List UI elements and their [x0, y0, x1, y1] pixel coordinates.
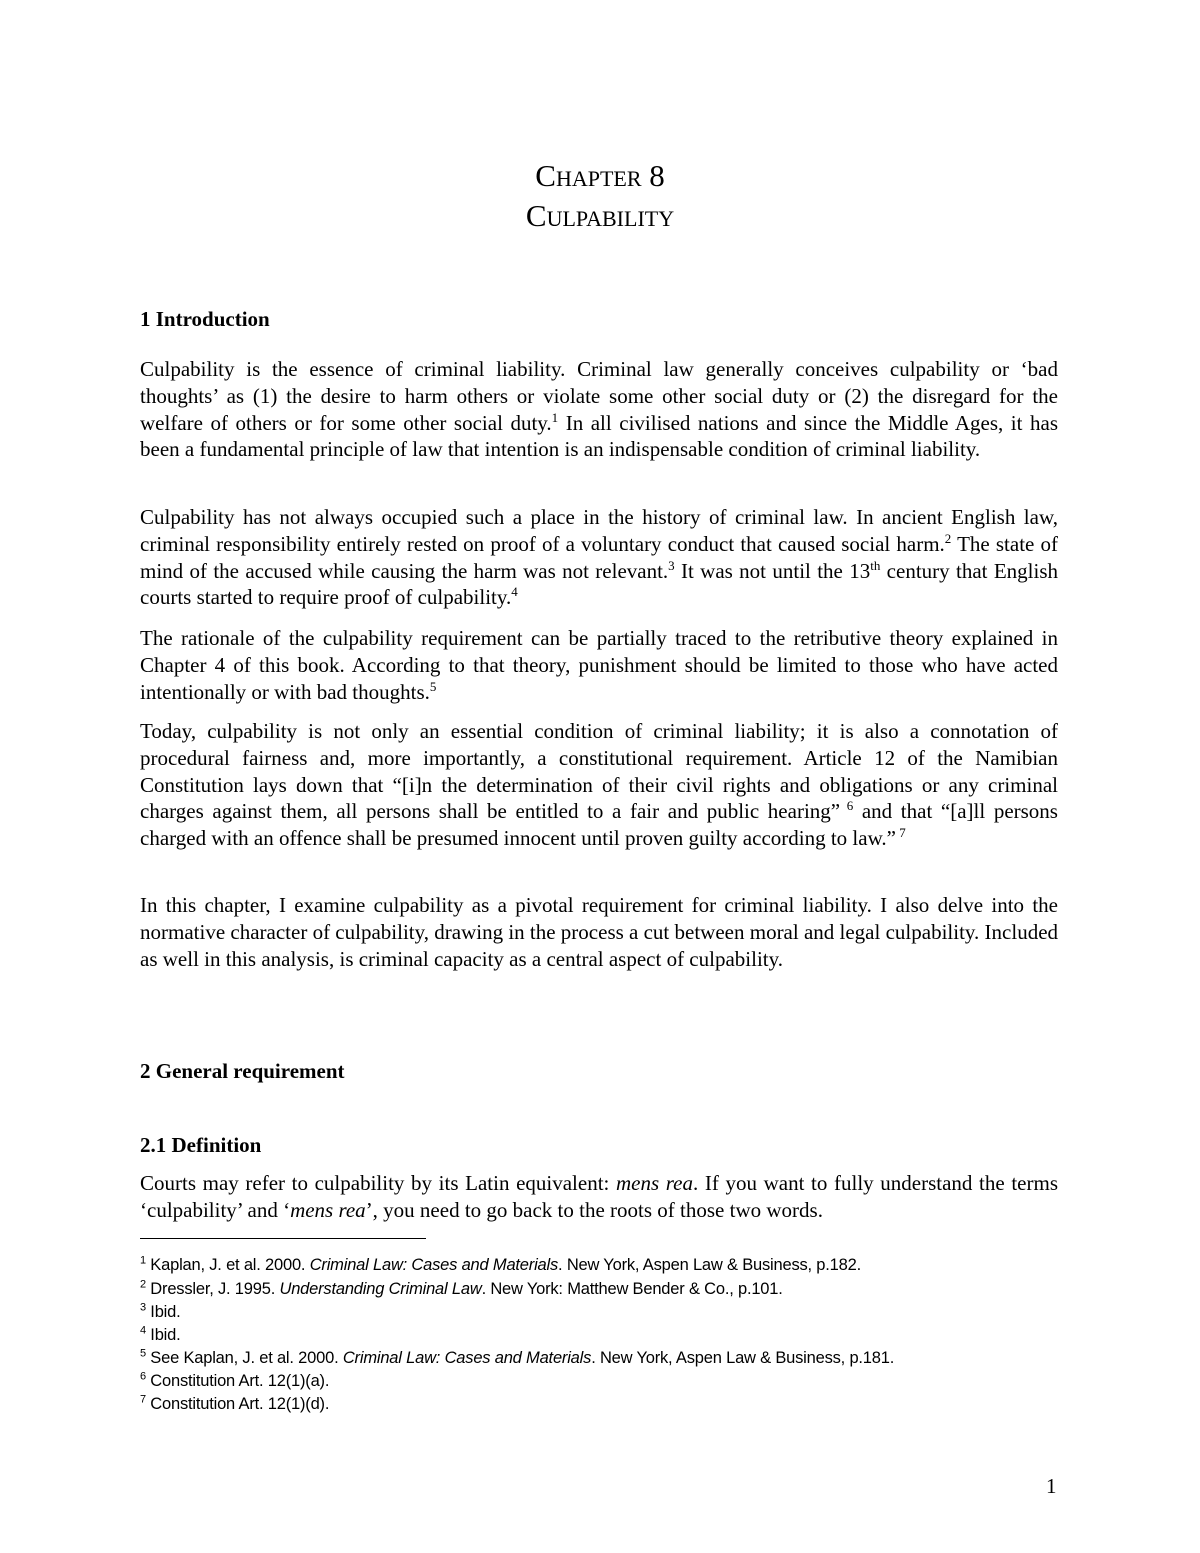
footnote-3: $^3$ Ibid.	[140, 1301, 181, 1321]
paragraph-5: In this chapter, I examine culpability as a pivotal requirement for criminal liability. I also delve into the normative character of culpability, drawing in the process a cut between moral and legal culpability. Included as well in this analysis, is criminal capacity as a central aspect of culpability.	[140, 893, 1059, 971]
paragraph-3: The rationale of the culpability requirement can be partially traced to the retributive theory explained in Chapter 4 of this book. According to that theory, punishment should be limited to those who have acted intentionally or with bad thoughts.$^5$	[140, 626, 1058, 704]
superscript-th: th	[870, 557, 881, 573]
chapter-title: Culpability	[525, 198, 675, 233]
paragraph-1: Culpability is the essence of criminal liability. Criminal law generally conceives culpability or ‘bad thoughts’ as (1) the desire to harm others or violate some other social duty or (2) the disregard for the welfare of others or for some other social duty.$^1$ In all civilised nations and since the Middle Ages, it has been a fundamental principle of law that intention is an indispensable condition of criminal liability.	[140, 357, 1059, 462]
section-title-introduction: 1 Introduction	[140, 307, 270, 331]
footnote-ref-4[interactable]: 4	[511, 584, 518, 600]
section-title-general-requirement: 2 General requirement	[140, 1059, 345, 1083]
footnote-6: $^6$ Constitution Art. 12(1)(a).	[140, 1370, 330, 1390]
footnote-2: $^2$ Dressler, J. 1995. Understanding Criminal Law. New York: Matthew Bender & Co., p.101.	[140, 1278, 783, 1298]
footnote-ref-6[interactable]: 6	[840, 798, 854, 814]
footnote-ref-5[interactable]: 5	[429, 678, 437, 694]
footnote-ref-3[interactable]: 3	[668, 557, 675, 573]
paragraph-2: Culpability has not always occupied such a place in the history of criminal law. In ancient English law, criminal responsibility entirely rested on proof of a voluntary conduct that caused social harm.$^2$ The state of mind of the accused while causing the harm was not relevant.$^3$ It was not until the 13th century that English courts started to require proof of culpability.$^4$	[140, 505, 1058, 610]
paragraph-4: Today, culpability is not only an essential condition of criminal liability; it is also a connotation of procedural fairness and, more importantly, a constitutional requirement. Article 12 of the Namibian Constitution lays down that “[i]n the determination of their civil rights and obligations or any criminal charges against them, all persons shall be entitled to a fair and public hearing” $^6$ and that “[a]ll persons charged with an offence shall be presumed innocent until proven guilty according to law.” $^7$	[140, 719, 1058, 851]
footnote-ref-1[interactable]: 1	[551, 409, 559, 425]
footnote-divider	[140, 1238, 426, 1239]
section-title-definition: 2.1 Definition	[140, 1133, 262, 1157]
chapter-label: Chapter 8	[535, 158, 665, 193]
page-number: 1	[1046, 1474, 1057, 1498]
paragraph-6: Courts may refer to culpability by its Latin equivalent: mens rea. If you want to fully understand the terms ‘culpability’ and ‘mens rea’, you need to go back to the roots of those two words.	[140, 1171, 1058, 1222]
footnote-1: $^1$ Kaplan, J. et al. 2000. Criminal Law: Cases and Materials. New York, Aspen Law & Business, p.182.	[140, 1254, 861, 1274]
footnote-4: $^4$ Ibid.	[140, 1324, 181, 1344]
footnote-7: $^7$ Constitution Art. 12(1)(d).	[140, 1393, 330, 1413]
footnote-ref-7[interactable]: 7	[895, 825, 906, 841]
footnote-ref-2[interactable]: 2	[944, 530, 952, 546]
footnote-5: $^5$ See Kaplan, J. et al. 2000. Criminal Law: Cases and Materials. New York, Aspen Law & Business, p.181.	[140, 1347, 895, 1367]
